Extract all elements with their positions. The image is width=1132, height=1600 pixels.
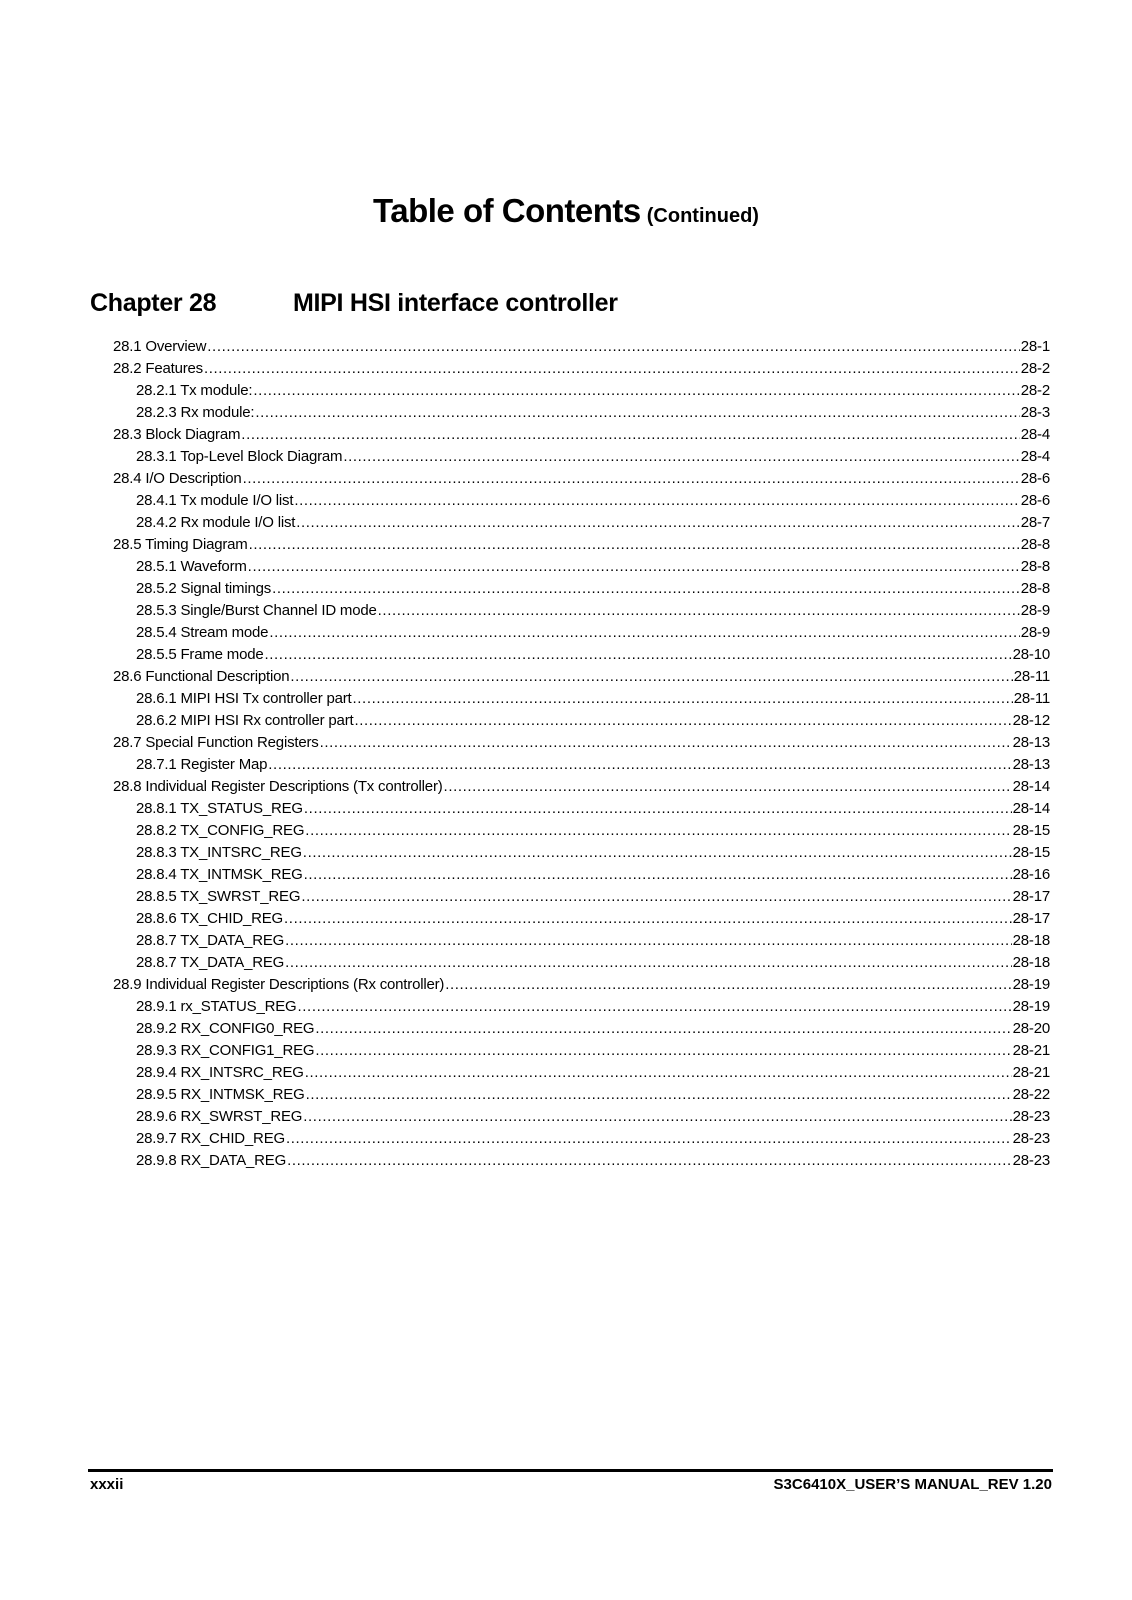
toc-entry[interactable]: [113, 798, 1050, 820]
toc-entry[interactable]: [113, 556, 1050, 578]
toc-entry-title: 28.4.1 Tx module I/O list: [136, 492, 294, 509]
toc-entry-page: 28-6: [1020, 470, 1050, 487]
toc-entry-title: 28.8.1 TX_STATUS_REG: [136, 800, 303, 817]
toc-entry-page: 28-23: [1012, 1152, 1050, 1169]
toc-dot-leader: [294, 490, 1019, 512]
toc-list: [113, 336, 1050, 1172]
toc-entry-title: 28.5 Timing Diagram: [113, 536, 248, 553]
toc-entry[interactable]: [113, 578, 1050, 600]
toc-dot-leader: [286, 1128, 1012, 1150]
toc-entry-page: 28-13: [1012, 734, 1050, 751]
toc-entry-page: 28-19: [1012, 998, 1050, 1015]
footer-page-number: xxxii: [90, 1476, 124, 1493]
toc-dot-leader: [265, 644, 1012, 666]
toc-dot-leader: [353, 688, 1013, 710]
toc-entry-page: 28-9: [1020, 602, 1050, 619]
toc-dot-leader: [285, 930, 1011, 952]
toc-entry-page: 28-21: [1012, 1064, 1050, 1081]
toc-entry-page: 28-4: [1020, 426, 1050, 443]
chapter-number: Chapter 28: [90, 289, 217, 317]
toc-dot-leader: [253, 380, 1019, 402]
toc-dot-leader: [268, 754, 1011, 776]
toc-entry-page: 28-22: [1012, 1086, 1050, 1103]
toc-entry[interactable]: [113, 842, 1050, 864]
toc-entry-title: 28.2 Features: [113, 360, 203, 377]
toc-entry-title: 28.9.7 RX_CHID_REG: [136, 1130, 285, 1147]
toc-entry-title: 28.3 Block Diagram: [113, 426, 241, 443]
toc-entry[interactable]: [113, 336, 1050, 358]
page-title-text: Table of Contents: [373, 192, 641, 229]
toc-dot-leader: [255, 402, 1019, 424]
toc-entry[interactable]: [113, 644, 1050, 666]
toc-dot-leader: [315, 1018, 1011, 1040]
toc-entry-page: 28-14: [1012, 800, 1050, 817]
toc-entry-title: 28.8.7 TX_DATA_REG: [136, 932, 285, 949]
toc-entry[interactable]: [113, 930, 1050, 952]
toc-dot-leader: [287, 1150, 1012, 1172]
toc-entry[interactable]: [113, 754, 1050, 776]
toc-entry[interactable]: [113, 1040, 1050, 1062]
toc-entry-page: 28-16: [1012, 866, 1050, 883]
toc-dot-leader: [204, 358, 1020, 380]
toc-entry[interactable]: [113, 996, 1050, 1018]
toc-entry[interactable]: [113, 468, 1050, 490]
toc-entry-page: 28-18: [1012, 954, 1050, 971]
toc-dot-leader: [207, 336, 1019, 358]
toc-entry-title: 28.4 I/O Description: [113, 470, 242, 487]
toc-entry-page: 28-1: [1020, 338, 1050, 355]
toc-entry-page: 28-11: [1013, 690, 1050, 707]
toc-entry-title: 28.9.6 RX_SWRST_REG: [136, 1108, 303, 1125]
footer-document-title: S3C6410X_USER’S MANUAL_REV 1.20: [773, 1476, 1052, 1493]
toc-entry-title: 28.4.2 Rx module I/O list: [136, 514, 296, 531]
toc-entry-title: 28.8.5 TX_SWRST_REG: [136, 888, 301, 905]
toc-entry-title: 28.8.6 TX_CHID_REG: [136, 910, 284, 927]
toc-entry-title: 28.9.8 RX_DATA_REG: [136, 1152, 287, 1169]
toc-entry-title: 28.9.4 RX_INTSRC_REG: [136, 1064, 304, 1081]
toc-entry[interactable]: [113, 358, 1050, 380]
toc-entry[interactable]: [113, 1106, 1050, 1128]
toc-entry[interactable]: [113, 1150, 1050, 1172]
toc-entry-title: 28.5.1 Waveform: [136, 558, 247, 575]
toc-entry[interactable]: [113, 512, 1050, 534]
toc-dot-leader: [320, 732, 1012, 754]
toc-dot-leader: [248, 556, 1020, 578]
toc-dot-leader: [444, 776, 1012, 798]
toc-entry-page: 28-8: [1020, 558, 1050, 575]
toc-dot-leader: [306, 1084, 1012, 1106]
toc-entry-title: 28.9.3 RX_CONFIG1_REG: [136, 1042, 315, 1059]
toc-dot-leader: [304, 798, 1012, 820]
toc-dot-leader: [243, 468, 1020, 490]
toc-entry-title: 28.6.1 MIPI HSI Tx controller part: [136, 690, 352, 707]
toc-entry-title: 28.9.5 RX_INTMSK_REG: [136, 1086, 305, 1103]
toc-dot-leader: [301, 886, 1011, 908]
toc-entry-page: 28-11: [1013, 668, 1050, 685]
toc-entry-title: 28.5.5 Frame mode: [136, 646, 264, 663]
toc-entry-page: 28-3: [1020, 404, 1050, 421]
toc-entry-title: 28.7.1 Register Map: [136, 756, 268, 773]
toc-dot-leader: [343, 446, 1019, 468]
toc-dot-leader: [303, 1106, 1011, 1128]
toc-entry-page: 28-23: [1012, 1130, 1050, 1147]
toc-entry[interactable]: [113, 666, 1050, 688]
toc-dot-leader: [296, 512, 1020, 534]
toc-dot-leader: [305, 820, 1011, 842]
toc-entry[interactable]: [113, 776, 1050, 798]
toc-entry[interactable]: [113, 446, 1050, 468]
toc-entry-page: 28-21: [1012, 1042, 1050, 1059]
toc-entry-page: 28-8: [1020, 536, 1050, 553]
toc-entry-title: 28.5.4 Stream mode: [136, 624, 269, 641]
toc-entry-page: 28-15: [1012, 844, 1050, 861]
toc-entry-page: 28-9: [1020, 624, 1050, 641]
chapter-heading: [90, 289, 618, 318]
toc-entry[interactable]: [113, 952, 1050, 974]
page-title: [0, 192, 1132, 230]
toc-entry-title: 28.2.1 Tx module:: [136, 382, 253, 399]
toc-entry[interactable]: [113, 732, 1050, 754]
toc-dot-leader: [445, 974, 1011, 996]
toc-entry-page: 28-15: [1012, 822, 1050, 839]
toc-entry[interactable]: [113, 490, 1050, 512]
toc-entry-page: 28-2: [1020, 382, 1050, 399]
toc-entry[interactable]: [113, 1128, 1050, 1150]
toc-entry-page: 28-6: [1020, 492, 1050, 509]
toc-entry-title: 28.2.3 Rx module:: [136, 404, 255, 421]
toc-dot-leader: [241, 424, 1019, 446]
toc-dot-leader: [272, 578, 1020, 600]
toc-entry-title: 28.1 Overview: [113, 338, 207, 355]
toc-entry-title: 28.9.1 rx_STATUS_REG: [136, 998, 297, 1015]
toc-entry-page: 28-14: [1012, 778, 1050, 795]
toc-entry-title: 28.8.3 TX_INTSRC_REG: [136, 844, 302, 861]
toc-entry[interactable]: [113, 1084, 1050, 1106]
toc-entry[interactable]: [113, 688, 1050, 710]
toc-entry[interactable]: [113, 710, 1050, 732]
toc-entry-title: 28.6 Functional Description: [113, 668, 290, 685]
toc-entry-title: 28.8.2 TX_CONFIG_REG: [136, 822, 305, 839]
toc-dot-leader: [378, 600, 1020, 622]
footer-divider: [88, 1469, 1053, 1472]
toc-entry[interactable]: [113, 424, 1050, 446]
chapter-name: MIPI HSI interface controller: [293, 289, 618, 317]
toc-dot-leader: [249, 534, 1020, 556]
toc-entry[interactable]: [113, 534, 1050, 556]
toc-entry-page: 28-13: [1012, 756, 1050, 773]
toc-dot-leader: [305, 1062, 1012, 1084]
toc-entry[interactable]: [113, 380, 1050, 402]
toc-entry[interactable]: [113, 1018, 1050, 1040]
toc-entry-title: 28.9 Individual Register Descriptions (Rx controller): [113, 976, 445, 993]
toc-entry-title: 28.8.4 TX_INTMSK_REG: [136, 866, 303, 883]
toc-entry[interactable]: [113, 820, 1050, 842]
toc-entry-title: 28.8 Individual Register Descriptions (Tx controller): [113, 778, 443, 795]
toc-entry[interactable]: [113, 886, 1050, 908]
toc-entry-page: 28-17: [1012, 910, 1050, 927]
toc-entry[interactable]: [113, 1062, 1050, 1084]
toc-entry[interactable]: [113, 864, 1050, 886]
toc-entry-title: 28.7 Special Function Registers: [113, 734, 319, 751]
toc-dot-leader: [290, 666, 1012, 688]
toc-entry-page: 28-19: [1012, 976, 1050, 993]
toc-entry[interactable]: [113, 402, 1050, 424]
toc-entry-page: 28-7: [1020, 514, 1050, 531]
toc-entry[interactable]: [113, 974, 1050, 996]
toc-entry-title: 28.5.3 Single/Burst Channel ID mode: [136, 602, 377, 619]
toc-dot-leader: [298, 996, 1012, 1018]
toc-entry-title: 28.8.7 TX_DATA_REG: [136, 954, 285, 971]
toc-entry-page: 28-8: [1020, 580, 1050, 597]
toc-entry[interactable]: [113, 622, 1050, 644]
toc-entry-page: 28-12: [1012, 712, 1050, 729]
toc-dot-leader: [303, 842, 1012, 864]
toc-dot-leader: [315, 1040, 1011, 1062]
toc-dot-leader: [304, 864, 1012, 886]
toc-dot-leader: [354, 710, 1011, 732]
toc-entry-title: 28.5.2 Signal timings: [136, 580, 272, 597]
toc-entry-page: 28-2: [1020, 360, 1050, 377]
page-title-continued: (Continued): [646, 205, 759, 227]
toc-entry-page: 28-17: [1012, 888, 1050, 905]
toc-entry-page: 28-20: [1012, 1020, 1050, 1037]
toc-entry-title: 28.6.2 MIPI HSI Rx controller part: [136, 712, 354, 729]
toc-entry[interactable]: [113, 908, 1050, 930]
toc-entry-page: 28-10: [1012, 646, 1050, 663]
toc-dot-leader: [284, 908, 1012, 930]
toc-entry[interactable]: [113, 600, 1050, 622]
toc-entry-title: 28.3.1 Top-Level Block Diagram: [136, 448, 343, 465]
toc-entry-page: 28-23: [1012, 1108, 1050, 1125]
toc-dot-leader: [269, 622, 1019, 644]
toc-entry-page: 28-18: [1012, 932, 1050, 949]
toc-dot-leader: [285, 952, 1011, 974]
toc-entry-page: 28-4: [1020, 448, 1050, 465]
toc-entry-title: 28.9.2 RX_CONFIG0_REG: [136, 1020, 315, 1037]
